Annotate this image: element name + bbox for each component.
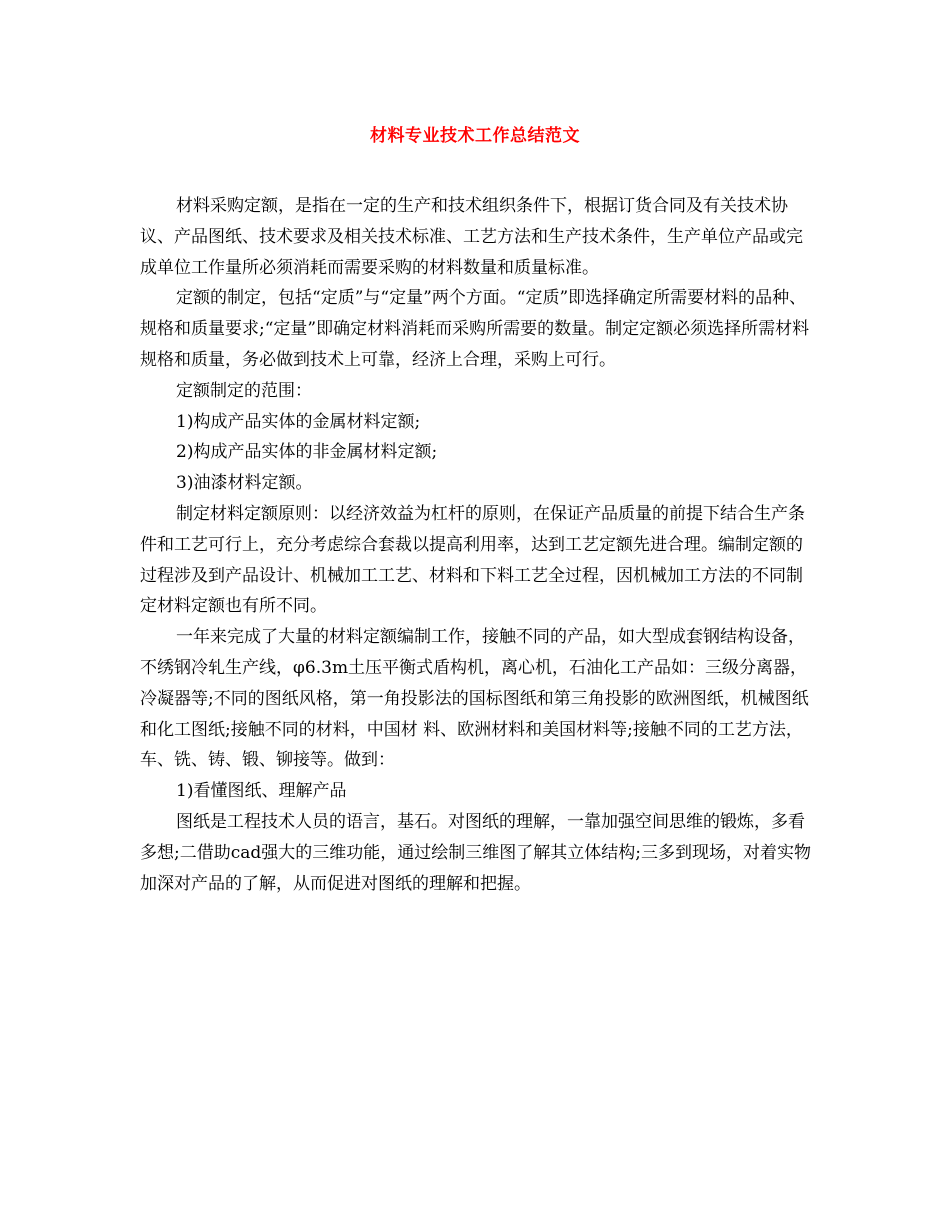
paragraph: 图纸是工程技术人员的语言，基石。对图纸的理解，一靠加强空间思维的锻炼，多看多想;二借助cad强大的三维功能，通过绘制三维图了解其立体结构;三多到现场，对着实物加深对产品的了解，从而促进对图纸的理解和把握。 bbox=[140, 811, 811, 894]
list-item: 3)油漆材料定额。 bbox=[176, 473, 313, 494]
paragraph: 定额制定的范围： bbox=[176, 380, 312, 401]
document-title: 材料专业技术工作总结范文 bbox=[370, 126, 580, 146]
list-item: 2)构成产品实体的非金属材料定额; bbox=[176, 442, 438, 463]
paragraph: 制定材料定额原则：以经济效益为杠杆的原则，在保证产品质量的前提下结合生产条件和工艺可行上，充分考虑综合套裁以提高利用率，达到工艺定额先进合理。编制定额的过程涉及到产品设计、机械加工工艺、材料和下料工艺全过程，因机械加工方法的不同制定材料定额也有所不同。 bbox=[140, 503, 805, 617]
paragraph: 材料采购定额，是指在一定的生产和技术组织条件下，根据订货合同及有关技术协议、产品图纸、技术要求及相关技术标准、工艺方法和生产技术条件，生产单位产品或完成单位工作量所必须消耗而需要采购的材料数量和质量标准。 bbox=[140, 196, 803, 278]
paragraph: 定额的制定，包括“定质”与“定量”两个方面。“定质”即选择确定所需要材料的品种、规格和质量要求;“定量”即确定材料消耗而采购所需要的数量。制定定额必须选择所需材料规格和质量，务必做到技术上可靠，经济上合理，采购上可行。 bbox=[140, 288, 810, 370]
list-item: 1)构成产品实体的金属材料定额; bbox=[176, 411, 421, 432]
list-item: 1)看懂图纸、理解产品 bbox=[176, 781, 347, 802]
paragraph: 一年来完成了大量的材料定额编制工作，接触不同的产品，如大型成套钢结构设备，不绣钢冷轧生产线，φ6.3m土压平衡式盾构机，离心机，石油化工产品如：三级分离器，冷凝器等;不同的图纸风格，第一角投影法的国标图纸和第三角投影的欧洲图纸，机械图纸和化工图纸;接触不同的材料，中国材 料、欧洲材料和美国材料等;接触不同的工艺方法，车、铣、铸、锻、铆接等。做到： bbox=[140, 627, 809, 771]
document-body bbox=[140, 191, 816, 899]
